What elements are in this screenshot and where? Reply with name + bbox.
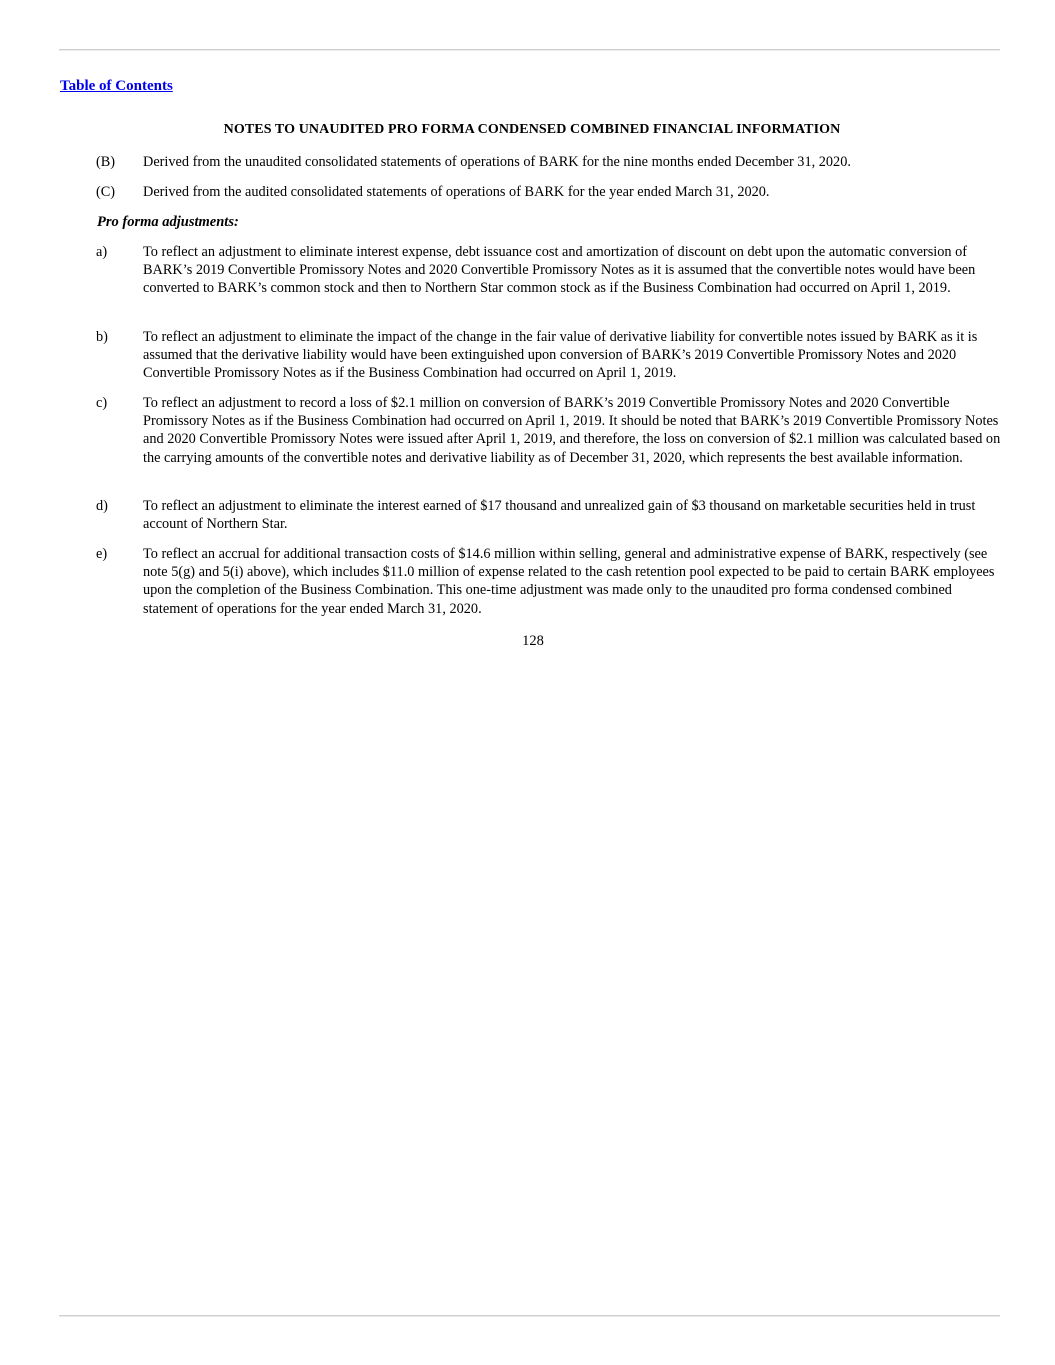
adjustment-a xyxy=(60,243,1006,298)
page-number: 128 xyxy=(522,633,544,649)
adjustment-b xyxy=(60,328,1006,383)
top-divider xyxy=(59,49,1000,50)
source-note-b xyxy=(60,153,1006,171)
bottom-divider xyxy=(59,1315,1000,1316)
adjustment-e xyxy=(60,545,1006,618)
source-note-c xyxy=(60,183,1006,201)
adjustment-label: d) xyxy=(96,498,108,514)
adjustment-label: e) xyxy=(96,546,108,562)
adjustment-c xyxy=(60,394,1006,467)
adjustment-text: To reflect an adjustment to eliminate interest expense, debt issuance cost and amortization of discount on debt upon the automatic conversion of BARK’s 2019 Convertible Promissory Notes and 2020 Convertible Promissory Notes as it is assumed that the convertible notes would have been converted to BARK’s common stock and then to Northern Star common stock as if the Business Combination had occurred on April 1, 2019. xyxy=(143,244,976,297)
adjustment-label: b) xyxy=(96,329,108,345)
adjustment-label: c) xyxy=(96,395,108,411)
adjustment-text: To reflect an adjustment to record a loss of $2.1 million on conversion of BARK’s 2019 Convertible Promissory Notes and 2020 Convertible Promissory Notes as if the Business Combination had occurred on April 1, 2019. It should be noted that BARK’s 2019 Convertible Promissory Notes and 2020 Convertible Promissory Notes were issued after April 1, 2019, and therefore, the loss on conversion of $2.1 million was calculated based on the carrying amounts of the convertible notes and derivative liability as of December 31, 2020, which represents the best available information. xyxy=(143,395,1001,466)
page-title: NOTES TO UNAUDITED PRO FORMA CONDENSED COMBINED FINANCIAL INFORMATION xyxy=(223,122,841,137)
note-label: (B) xyxy=(96,154,116,170)
adjustment-d xyxy=(60,497,1006,533)
adjustment-label: a) xyxy=(96,244,108,260)
adjustment-text: To reflect an accrual for additional transaction costs of $14.6 million within selling, general and administrative expense of BARK, respectively (see note 5(g) and 5(i) above), which includes $11.0 million of expense related to the cash retention pool expected to be paid to certain BARK employees upon the completion of the Business Combination. This one-time adjustment was made only to the unaudited pro forma condensed combined statement of operations for the year ended March 31, 2020. xyxy=(143,546,995,617)
note-text: Derived from the audited consolidated statements of operations of BARK for the year ended March 31, 2020. xyxy=(143,184,770,200)
adjustment-text: To reflect an adjustment to eliminate the impact of the change in the fair value of derivative liability for convertible notes issued by BARK as it is assumed that the derivative liability would have been extinguished upon conversion of BARK’s 2019 Convertible Promissory Notes and 2020 Convertible Promissory Notes as if the Business Combination had occurred on April 1, 2019. xyxy=(143,329,978,382)
note-label: (C) xyxy=(96,184,116,200)
adjustment-text: To reflect an adjustment to eliminate the interest earned of $17 thousand and unrealized gain of $3 thousand on marketable securities held in trust account of Northern Star. xyxy=(143,498,976,533)
note-text: Derived from the unaudited consolidated statements of operations of BARK for the nine months ended December 31, 2020. xyxy=(143,154,851,170)
adjustments-heading: Pro forma adjustments: xyxy=(97,214,239,230)
table-of-contents-link[interactable]: Table of Contents xyxy=(60,78,173,94)
